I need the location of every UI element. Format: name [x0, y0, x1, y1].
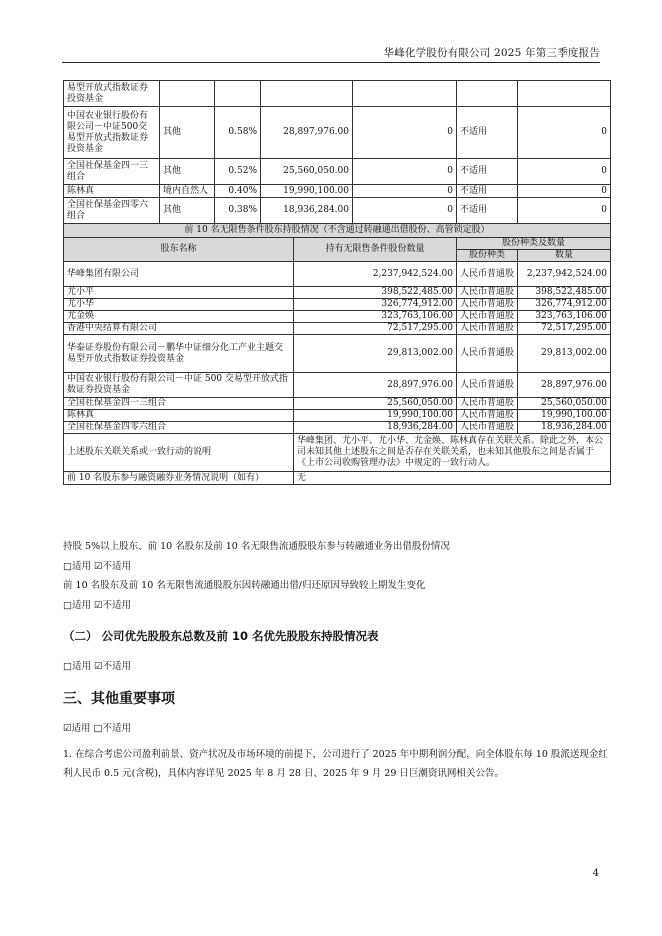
shareholder-nature: 其他 — [160, 107, 215, 159]
unrestricted-quantity: 398,522,485.00 — [294, 287, 457, 299]
unrestricted-quantity: 72,517,295.00 — [294, 323, 457, 335]
share-amount: 326,774,912.00 — [518, 299, 611, 311]
shareholder-name: 中国农业银行股份有限公司－中证 500 交易型开放式指数证券投资基金 — [64, 373, 294, 398]
share-amount: 398,522,485.00 — [518, 287, 611, 299]
holding-percentage: 0.58% — [215, 107, 261, 159]
share-type: 人民币普通股 — [457, 287, 518, 299]
shareholder-name: 全国社保基金四零六组合 — [64, 422, 294, 434]
restricted-shares: 0 — [353, 159, 457, 185]
unrestricted-quantity: 323,763,106.00 — [294, 311, 457, 323]
unrestricted-quantity: 18,936,284.00 — [294, 422, 457, 434]
share-type: 人民币普通股 — [457, 422, 518, 434]
dividend-paragraph: 1. 在综合考虑公司盈利前景、资产状况及市场环境的前提下，公司进行了 2025 年中期利润分配，向全体股东每 10 股派送现金红利人民币 0.5 元(含税)，具体内容详见 2025 年 8 月 28 日、2025 年 9 月 29 日巨潮资讯网相关公告。 — [63, 749, 608, 779]
holding-shares: 28,897,976.00 — [261, 107, 353, 159]
table-row — [64, 299, 611, 311]
share-amount: 29,813,002.00 — [518, 335, 611, 373]
shareholder-name: 全国社保基金四一三组合 — [64, 159, 160, 185]
share-type: 人民币普通股 — [457, 410, 518, 422]
shareholder-name: 陈林真 — [64, 410, 294, 422]
restricted-shares: 0 — [353, 198, 457, 224]
share-type: 人民币普通股 — [457, 398, 518, 410]
table-row — [64, 185, 611, 198]
other-matters-heading: 三、其他重要事项 — [63, 691, 175, 707]
pledge-quantity: 0 — [518, 107, 611, 159]
column-header-share-type-group: 股份种类及数量 — [457, 238, 611, 250]
shareholder-nature: 境内自然人 — [160, 185, 215, 198]
table-row — [64, 311, 611, 323]
pledge-status: 不适用 — [457, 159, 518, 185]
unrestricted-rows — [64, 224, 611, 485]
shareholder-name: 香港中央结算有限公司 — [64, 323, 294, 335]
column-header-quantity: 持有无限售条件股份数量 — [294, 238, 457, 262]
lending-note: 持股 5%以上股东、前 10 名股东及前 10 名无限售流通股股东参与转融通业务出借股份情况 — [63, 541, 450, 552]
shareholders-rows — [64, 81, 611, 224]
margin-trading-label: 前 10 名股东参与融资融券业务情况说明（如有） — [64, 472, 294, 485]
preferred-shareholders-choice: □适用 ☑不适用 — [63, 661, 132, 672]
shareholder-nature: 其他 — [160, 198, 215, 224]
share-amount: 19,990,100.00 — [518, 410, 611, 422]
table-row — [64, 398, 611, 410]
table-row — [64, 107, 611, 159]
table-row — [64, 159, 611, 185]
table-row — [64, 335, 611, 373]
share-amount: 323,763,106.00 — [518, 311, 611, 323]
table-row — [64, 262, 611, 287]
holding-percentage — [215, 81, 261, 107]
holding-shares — [261, 81, 353, 107]
shareholder-name: 尤金焕 — [64, 311, 294, 323]
unrestricted-shareholders-body — [63, 223, 611, 485]
pledge-quantity — [518, 81, 611, 107]
table-row — [64, 287, 611, 299]
shareholder-name: 全国社保基金四零六组合 — [64, 198, 160, 224]
restricted-shares: 0 — [353, 185, 457, 198]
pledge-status — [457, 81, 518, 107]
holding-percentage: 0.40% — [215, 185, 261, 198]
report-header-title: 华峰化学股份有限公司 2025 年第三季度报告 — [383, 47, 600, 59]
share-type: 人民币普通股 — [457, 335, 518, 373]
share-type: 人民币普通股 — [457, 373, 518, 398]
holding-percentage: 0.38% — [215, 198, 261, 224]
share-amount: 72,517,295.00 — [518, 323, 611, 335]
change-note: 前 10 名股东及前 10 名无限售流通股股东因转融通出借/归还原因导致较上期发生变化 — [63, 580, 426, 591]
shareholder-name: 华峰集团有限公司 — [64, 262, 294, 287]
column-header-name: 股东名称 — [64, 238, 294, 262]
change-choice: □适用 ☑不适用 — [63, 600, 132, 611]
relation-text: 华峰集团、尤小平、尤小华、尤金焕、陈林真存在关联关系。除此之外，本公司未知其他上述股东之间是否存在关联关系，也未知其他股东之间是否属于《上市公司收购管理办法》中规定的一致行动人。 — [294, 434, 611, 472]
restricted-shares — [353, 81, 457, 107]
unrestricted-quantity: 326,774,912.00 — [294, 299, 457, 311]
pledge-status: 不适用 — [457, 185, 518, 198]
holding-shares: 25,560,050.00 — [261, 159, 353, 185]
shareholder-nature: 其他 — [160, 159, 215, 185]
share-amount: 25,560,050.00 — [518, 398, 611, 410]
shareholder-name: 陈林真 — [64, 185, 160, 198]
margin-trading-text: 无 — [294, 472, 611, 485]
table-row — [64, 198, 611, 224]
unrestricted-quantity: 2,237,942,524.00 — [294, 262, 457, 287]
shareholder-name: 易型开放式指数证券投资基金 — [64, 81, 160, 107]
shareholder-name: 尤小华 — [64, 299, 294, 311]
relation-label: 上述股东关联关系或一致行动的说明 — [64, 434, 294, 472]
unrestricted-quantity: 25,560,050.00 — [294, 398, 457, 410]
share-amount: 28,897,976.00 — [518, 373, 611, 398]
column-header-share-type: 股份种类 — [457, 250, 518, 262]
preferred-shareholders-heading: （二） 公司优先股股东总数及前 10 名优先股股东持股情况表 — [63, 629, 379, 643]
margin-trading-row — [64, 472, 611, 485]
restricted-shares: 0 — [353, 107, 457, 159]
pledge-status: 不适用 — [457, 198, 518, 224]
share-type: 人民币普通股 — [457, 299, 518, 311]
pledge-quantity: 0 — [518, 185, 611, 198]
share-amount: 2,237,942,524.00 — [518, 262, 611, 287]
table-row — [64, 373, 611, 398]
share-type: 人民币普通股 — [457, 323, 518, 335]
shareholder-name: 华泰证券股份有限公司－鹏华中证细分化工产业主题交易型开放式指数证券投资基金 — [64, 335, 294, 373]
share-type: 人民币普通股 — [457, 311, 518, 323]
shareholders-table-continued — [63, 80, 611, 224]
holding-shares: 18,936,284.00 — [261, 198, 353, 224]
share-type: 人民币普通股 — [457, 262, 518, 287]
column-header-amount: 数量 — [518, 250, 611, 262]
unrestricted-quantity: 28,897,976.00 — [294, 373, 457, 398]
other-matters-choice: ☑适用 □不适用 — [63, 723, 132, 734]
pledge-quantity: 0 — [518, 159, 611, 185]
share-amount: 18,936,284.00 — [518, 422, 611, 434]
shareholder-name: 中国农业银行股份有限公司－中证500交易型开放式指数证券投资基金 — [64, 107, 160, 159]
header-divider — [62, 62, 600, 63]
lending-choice: □适用 ☑不适用 — [63, 561, 132, 572]
shareholder-name: 尤小平 — [64, 287, 294, 299]
unrestricted-quantity: 29,813,002.00 — [294, 335, 457, 373]
relation-row — [64, 434, 611, 472]
table-section-title: 前 10 名无限售条件股东持股情况（不含通过转融通出借股份、高管锁定股） — [64, 224, 611, 238]
table-row — [64, 422, 611, 434]
pledge-status: 不适用 — [457, 107, 518, 159]
table-row — [64, 410, 611, 422]
holding-percentage: 0.52% — [215, 159, 261, 185]
holding-shares: 19,990,100.00 — [261, 185, 353, 198]
shareholder-nature — [160, 81, 215, 107]
table-row — [64, 323, 611, 335]
shareholder-name: 全国社保基金四一三组合 — [64, 398, 294, 410]
table-row — [64, 81, 611, 107]
pledge-quantity: 0 — [518, 198, 611, 224]
unrestricted-quantity: 19,990,100.00 — [294, 410, 457, 422]
page-number: 4 — [592, 868, 599, 879]
